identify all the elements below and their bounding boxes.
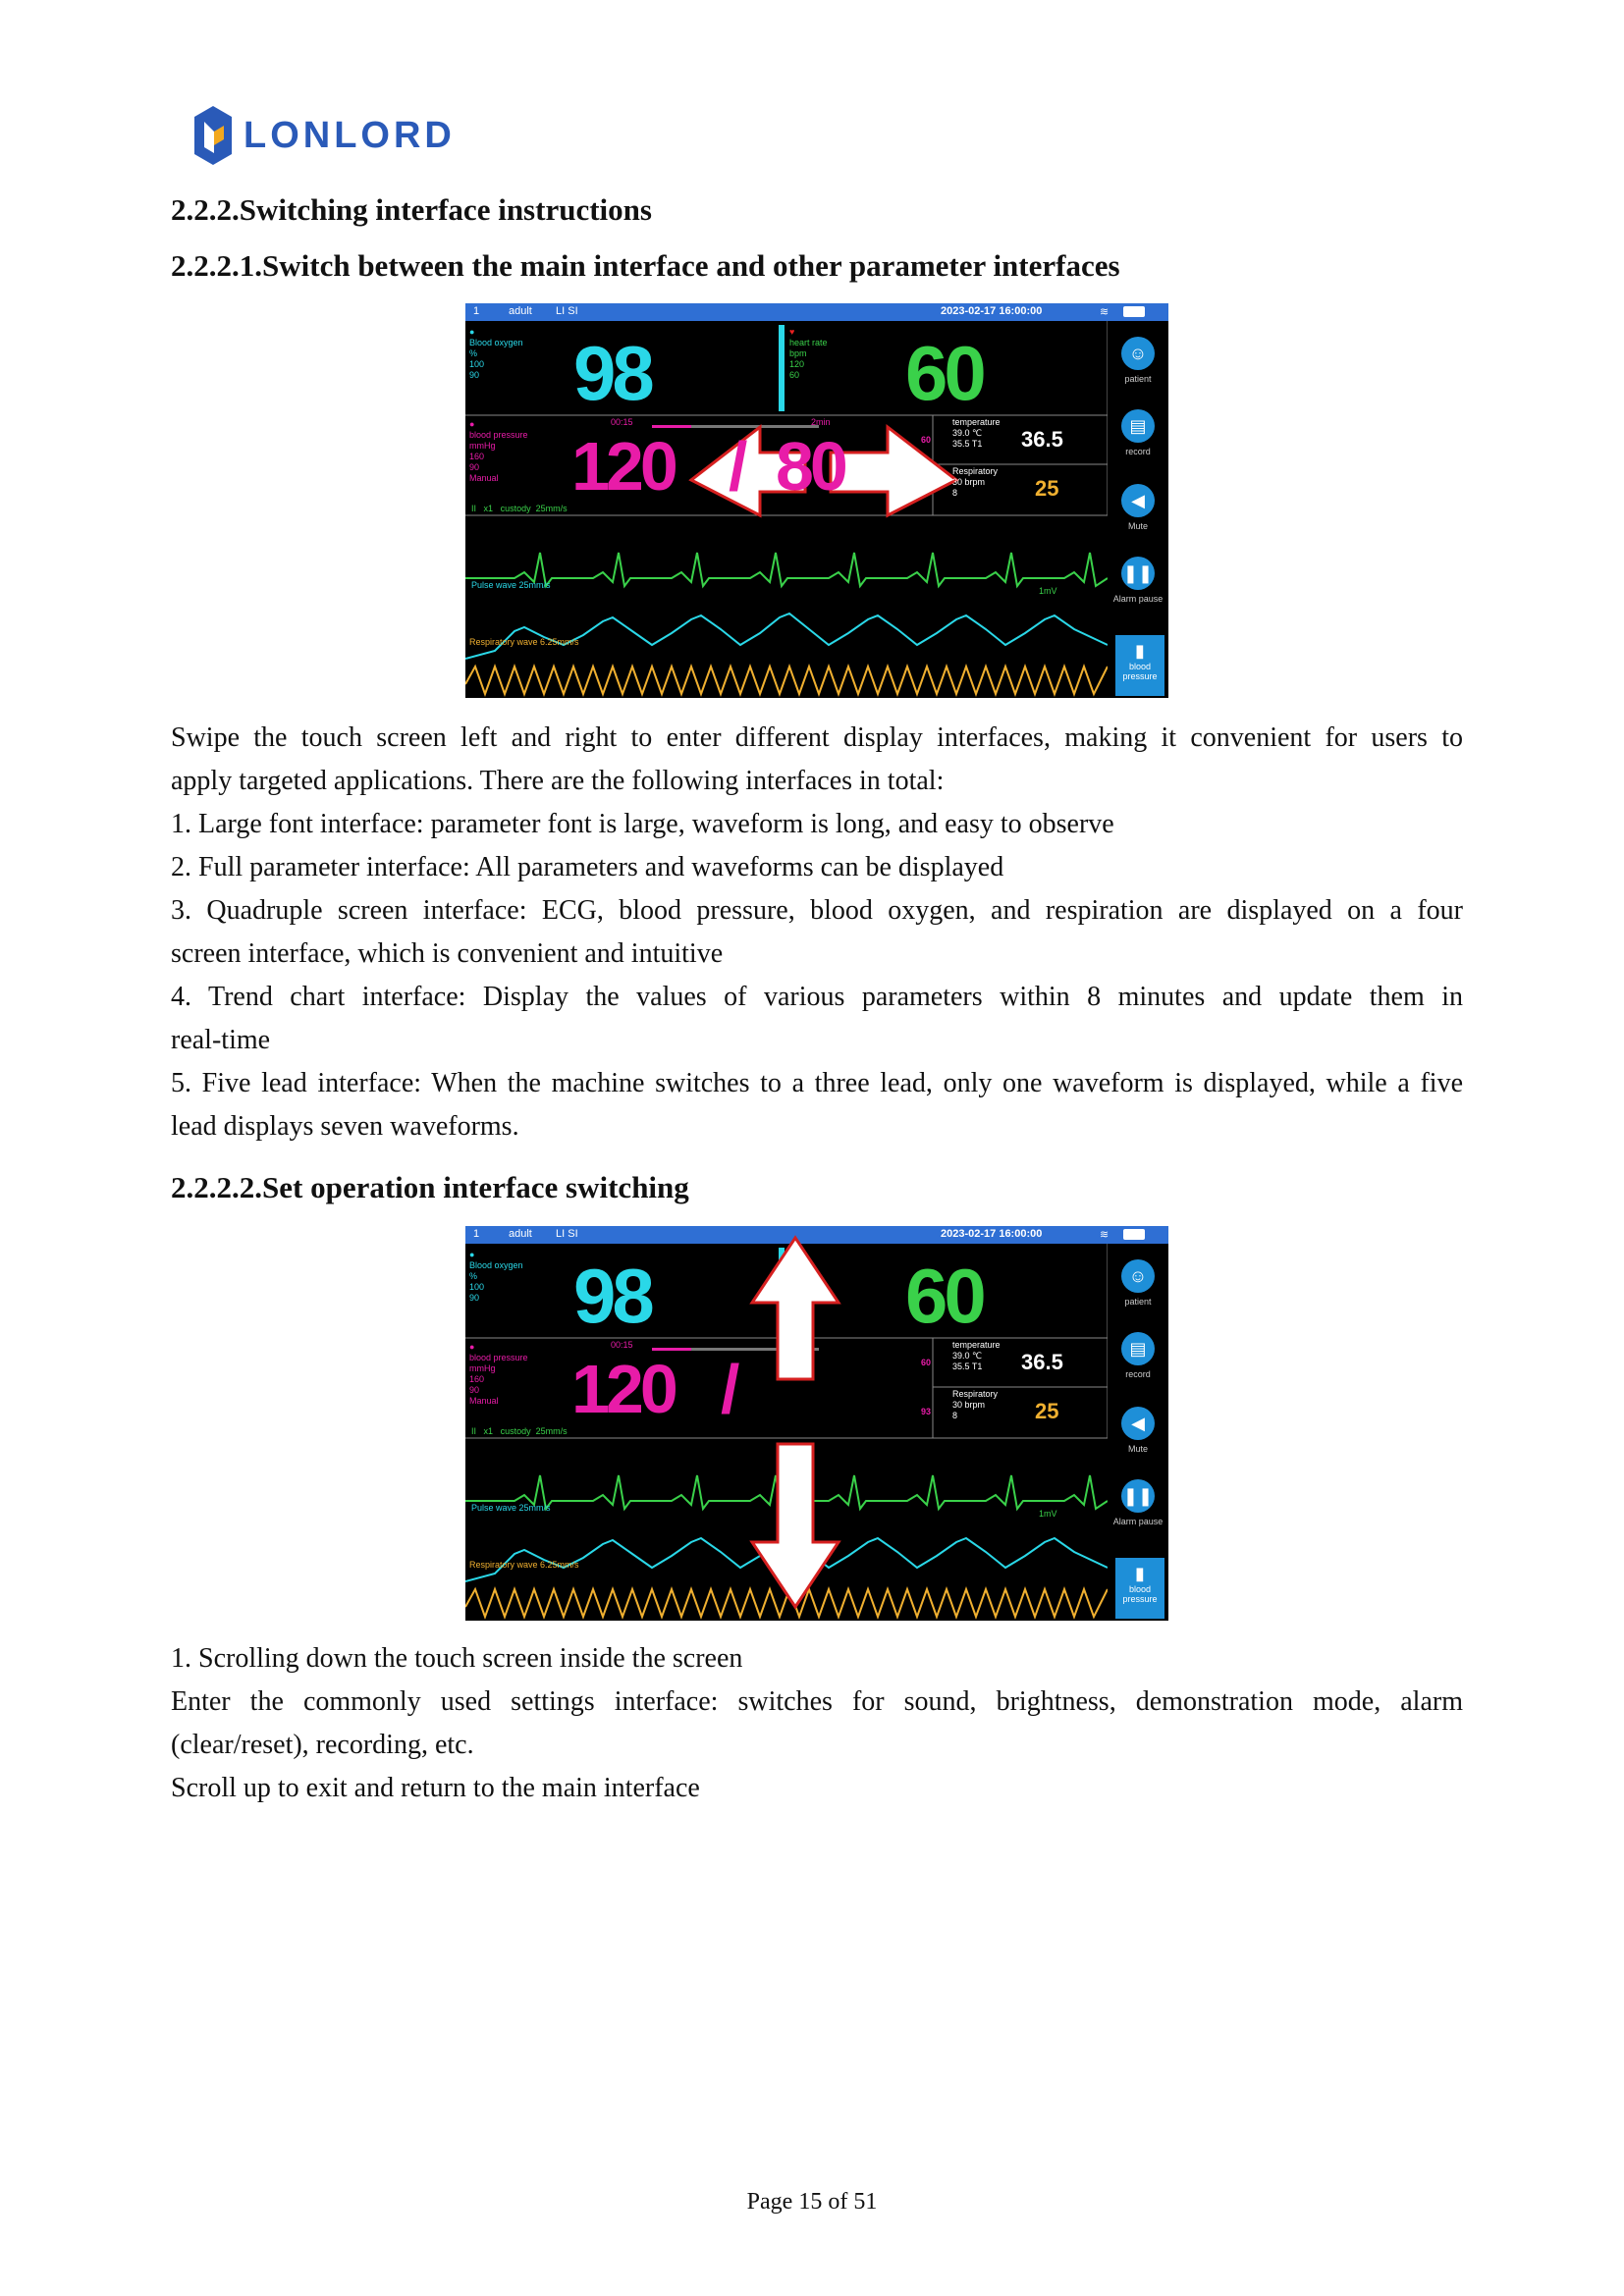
alarm-pause-icon[interactable]: ❚❚ [1121, 1479, 1155, 1513]
scroll-down-arrow [752, 1444, 839, 1607]
resp-value: 25 [1035, 476, 1059, 501]
temp-value: 36.5 [1021, 427, 1063, 452]
nibp-slash: / [729, 428, 748, 505]
list-item-3-line1: 3. Quadruple screen interface: ECG, blood pressure, blood oxygen, and respiration are displayed on a four [171, 895, 1463, 926]
spo2-label-block: ● Blood oxygen % 100 90 [469, 327, 523, 380]
nibp-sys-value: 120 [571, 428, 675, 505]
patient-icon[interactable]: ☺ [1121, 1259, 1155, 1293]
pulse-rate-value: 60 [921, 435, 932, 445]
company-logo [192, 104, 456, 167]
hr-label-block: ♥ heart rate bpm 120 60 [789, 327, 828, 380]
patient-icon[interactable]: ☺ [1121, 337, 1155, 370]
list-item-4-line2: real-time [171, 1025, 271, 1055]
blood-pressure-button[interactable]: ▮ blood pressure [1115, 635, 1164, 696]
hr-value: 60 [905, 1253, 983, 1339]
record-icon[interactable]: ▤ [1121, 1332, 1155, 1365]
droplet-icon: ● [469, 327, 475, 337]
heart-icon: ♥ [789, 327, 795, 337]
list-item-3-line2: screen interface, which is convenient and intuitive [171, 938, 724, 969]
scroll-down-instruction: 1. Scrolling down the touch screen inside the screen [171, 1643, 743, 1674]
resp-value: 25 [1035, 1399, 1059, 1423]
alarm-pause-icon[interactable]: ❚❚ [1121, 557, 1155, 590]
section-heading-switching: 2.2.2.Switching interface instructions [171, 192, 652, 227]
logo-text: LONLORD [244, 114, 456, 156]
mute-icon[interactable]: ◀ [1121, 1407, 1155, 1440]
section-heading-set-operation: 2.2.2.2.Set operation interface switching [171, 1170, 689, 1204]
list-item-2: 2. Full parameter interface: All parameters and waveforms can be displayed [171, 852, 1004, 882]
resp-label-block: Respiratory 30 brpm 8 [952, 466, 999, 498]
monitor-sidebar: ☺ patient ▤ record ◀ Mute ❚❚ Alarm pause ▮ blood pressure [1108, 321, 1168, 698]
settings-description-line2: (clear/reset), recording, etc. [171, 1730, 474, 1760]
scroll-up-instruction: Scroll up to exit and return to the main interface [171, 1773, 700, 1803]
nibp-label-block: ● blood pressure mmHg 160 90 Manual [469, 419, 528, 483]
swipe-paragraph-line1: Swipe the touch screen left and right to enter different display interfaces, making it convenient for users to [171, 722, 1463, 753]
swipe-right-arrow [831, 427, 956, 515]
resp-waveform [465, 667, 1108, 694]
spo2-value: 98 [573, 1253, 651, 1339]
list-item-5-line2: lead displays seven waveforms. [171, 1111, 519, 1142]
settings-description-line1: Enter the commonly used settings interface: switches for sound, brightness, demonstration mode, alarm [171, 1686, 1463, 1717]
wifi-icon: ≋ [1100, 306, 1110, 318]
nibp-slash: / [721, 1351, 740, 1427]
wifi-icon: ≋ [1100, 1229, 1110, 1241]
list-item-1: 1. Large font interface: parameter font is large, waveform is long, and easy to observe [171, 809, 1114, 839]
scroll-arrows [465, 1226, 1168, 1621]
mean-pressure-value: 93 [921, 1407, 932, 1416]
scroll-up-arrow [752, 1238, 839, 1379]
droplet-icon: ● [469, 1250, 475, 1259]
temp-label-block: temperature 39.0 ℃ 35.5 T1 [952, 417, 1001, 449]
temp-value: 36.5 [1021, 1350, 1063, 1374]
record-icon[interactable]: ▤ [1121, 409, 1155, 443]
monitor-screenshot-scroll: 1 adult LI SI 2023-02-17 16:00:00 ≋ ● Blood oxygen % 100 90 98 60 ● blood pressure mmHg 160 90 Manual 00:15 120 / 60 93 temperature 39.0 ℃ 35.5 T1 36.5 Respiratory 30 brpm 8 25 II x1 custody 25mm/s 1mV Pulse wave 25mm/s Respiratory wave 6.25mm/s ☺ patient ▤ record ◀ Mute ❚❚ Alarm pause ▮ blood pressure [465, 1226, 1168, 1621]
cuff-icon: ▮ [1135, 1564, 1145, 1583]
lonlord-logo-icon [192, 104, 234, 167]
nibp-sys-value: 120 [571, 1351, 675, 1427]
monitor-status-bar: 1 adult LI SI 2023-02-17 16:00:00 ≋ [465, 303, 1168, 321]
nibp-dia-value: 80 [776, 428, 844, 505]
swipe-paragraph-line2: apply targeted applications. There are the following interfaces in total: [171, 766, 945, 796]
cuff-icon: ▮ [1135, 641, 1145, 661]
monitor-screenshot-swipe: 1 adult LI SI 2023-02-17 16:00:00 ≋ ● Blood oxygen % 100 90 98 ♥ heart rate bpm 120 60 60 ● blood pressure mmHg 160 90 Manual 00:15 2min 120 / 80 60 temperature 39.0 ℃ 35.5 T1 36.5 Respiratory 30 brpm 8 25 II x1 custody 25mm/s 1mV Pulse wave 25mm/s Respiratory wave 6.25mm/s ☺ patient ▤ record ◀ Mute ❚❚ Alarm pause ▮ blood pressure [465, 303, 1168, 698]
pleth-waveform [465, 614, 1108, 659]
monitor-status-bar: 1 adult LI SI 2023-02-17 16:00:00 ≋ [465, 1226, 1168, 1244]
section-heading-switch-main: 2.2.2.1.Switch between the main interface and other parameter interfaces [171, 248, 1120, 283]
monitor-sidebar: ☺ patient ▤ record ◀ Mute ❚❚ Alarm pause ▮ blood pressure [1108, 1244, 1168, 1621]
list-item-5-line1: 5. Five lead interface: When the machine switches to a three lead, only one waveform is displayed, while a five [171, 1068, 1463, 1098]
page-number: Page 15 of 51 [746, 2189, 878, 2215]
mute-icon[interactable]: ◀ [1121, 484, 1155, 517]
blood-pressure-button[interactable]: ▮ blood pressure [1115, 1558, 1164, 1619]
ecg-waveform [465, 553, 1108, 586]
battery-icon [1123, 306, 1145, 317]
hr-value: 60 [905, 330, 983, 416]
list-item-4-line1: 4. Trend chart interface: Display the values of various parameters within 8 minutes and update them in [171, 982, 1463, 1012]
spo2-value: 98 [573, 330, 651, 416]
pulse-rate-value: 60 [921, 1358, 932, 1367]
